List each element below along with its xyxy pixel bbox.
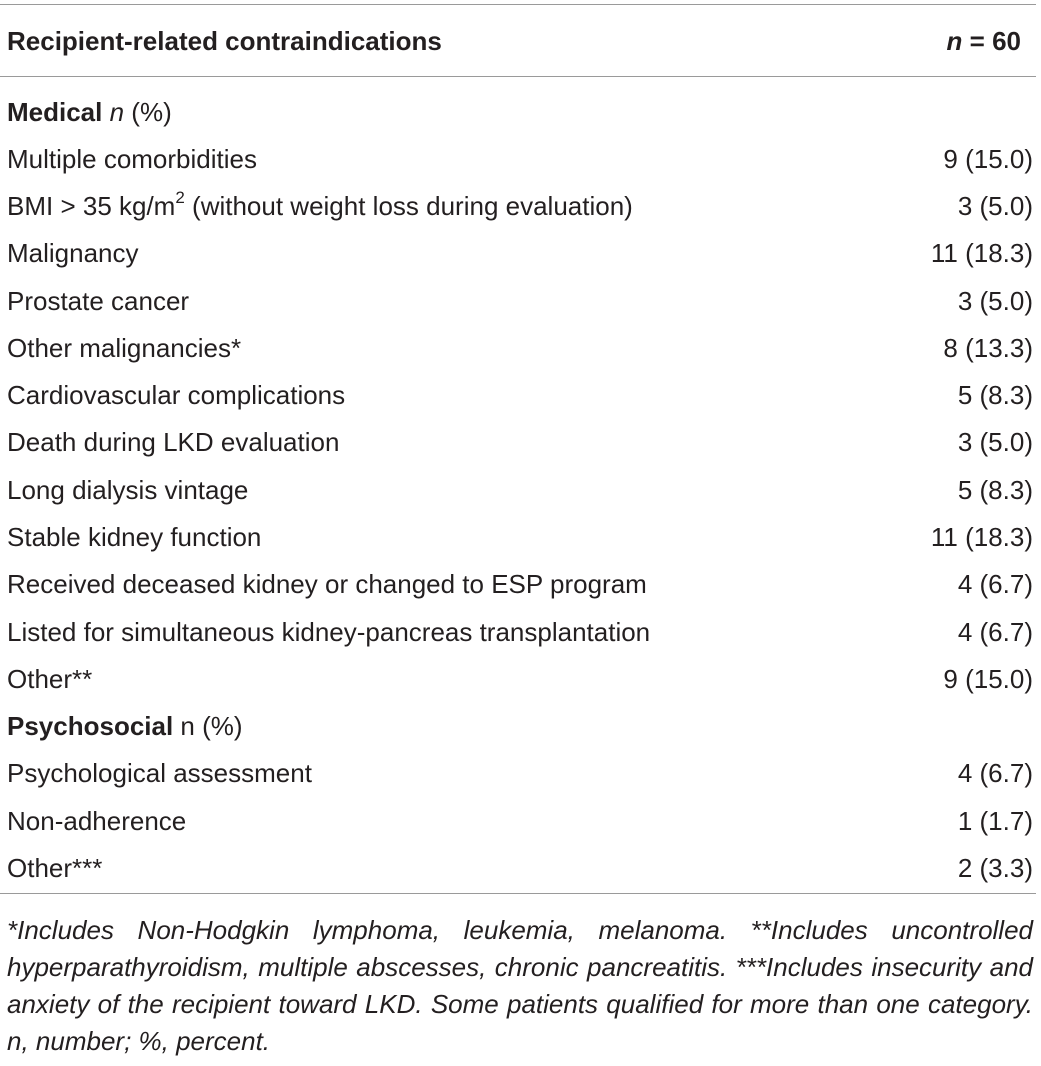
table-row	[0, 230, 1036, 277]
row-value: 9 (15.0)	[943, 144, 1033, 174]
table-row	[0, 467, 1036, 514]
table-row	[0, 609, 1036, 656]
row-label: Other**	[7, 664, 93, 694]
table-row	[0, 845, 1036, 892]
table-header-row	[0, 18, 1036, 65]
row-label: Other***	[7, 853, 103, 883]
row-value: 3 (5.0)	[957, 427, 1033, 457]
row-value: 4 (6.7)	[957, 758, 1033, 788]
row-label: Non-adherence	[7, 806, 187, 836]
row-label: Other malignancies*	[7, 333, 242, 363]
table-row	[0, 656, 1036, 703]
row-value: 4 (6.7)	[957, 617, 1033, 647]
row-value: 5 (8.3)	[957, 475, 1033, 505]
section-medical	[0, 89, 1036, 136]
row-label: Multiple comorbidities	[7, 144, 257, 174]
section-psychosocial-title: Psychosocial	[7, 711, 174, 741]
header-count-rest: = 60	[962, 26, 1021, 56]
section-psychosocial	[0, 703, 1036, 750]
section-medical-title: Medical	[7, 97, 103, 127]
row-label-sup: 2	[175, 188, 185, 208]
row-label: Psychological assessment	[7, 758, 312, 788]
section-medical-label	[7, 89, 172, 136]
row-value: 11 (18.3)	[930, 238, 1033, 268]
table-row	[0, 798, 1036, 845]
table-footnote: *Includes Non-Hodgkin lymphoma, leukemia, melanoma. **Includes uncontrolled hyperparathyroidism, multiple abscesses, chronic pancreatitis. ***Includes insecurity and anxiety of the recipient toward LKD. Some patients qualified for more than one category. n, number; %, percent.	[7, 915, 1033, 1056]
table-row	[0, 561, 1036, 608]
table-row	[0, 372, 1036, 419]
table-row	[0, 750, 1036, 797]
row-label: Death during LKD evaluation	[7, 427, 340, 457]
row-value: 4 (6.7)	[957, 569, 1033, 599]
row-label-post: (without weight loss during evaluation)	[184, 191, 633, 221]
section-psychosocial-suffix: n (%)	[173, 711, 243, 741]
row-value: 2 (3.3)	[957, 853, 1033, 883]
row-value: 11 (18.3)	[930, 522, 1033, 552]
table-row	[0, 278, 1036, 325]
header-count	[947, 18, 1021, 65]
table-row	[0, 136, 1036, 183]
section-psychosocial-label	[7, 703, 243, 750]
section-medical-suffix: (%)	[124, 97, 172, 127]
row-label: Received deceased kidney or changed to ESP program	[7, 569, 647, 599]
row-label: Stable kidney function	[7, 522, 262, 552]
table-top-rule	[0, 4, 1036, 5]
section-medical-var: n	[109, 97, 125, 127]
header-count-var: n	[946, 26, 963, 56]
row-label: Listed for simultaneous kidney-pancreas transplantation	[7, 617, 651, 647]
row-value: 5 (8.3)	[957, 380, 1033, 410]
table-row	[0, 325, 1036, 372]
table-row	[0, 183, 1036, 230]
row-value: 3 (5.0)	[957, 286, 1033, 316]
header-label: Recipient-related contraindications	[7, 26, 442, 56]
row-value: 3 (5.0)	[957, 191, 1033, 221]
row-value: 8 (13.3)	[943, 333, 1033, 363]
row-label: Prostate cancer	[7, 286, 190, 316]
table-row	[0, 514, 1036, 561]
table-header-rule	[0, 76, 1036, 77]
table-row	[0, 419, 1036, 466]
table-bottom-rule	[0, 893, 1036, 894]
row-label-pre: BMI > 35 kg/m	[7, 191, 176, 221]
row-value: 1 (1.7)	[957, 806, 1033, 836]
row-label	[7, 183, 633, 230]
row-label: Cardiovascular complications	[7, 380, 346, 410]
row-label: Long dialysis vintage	[7, 475, 249, 505]
row-value: 9 (15.0)	[943, 664, 1033, 694]
row-label: Malignancy	[7, 238, 139, 268]
